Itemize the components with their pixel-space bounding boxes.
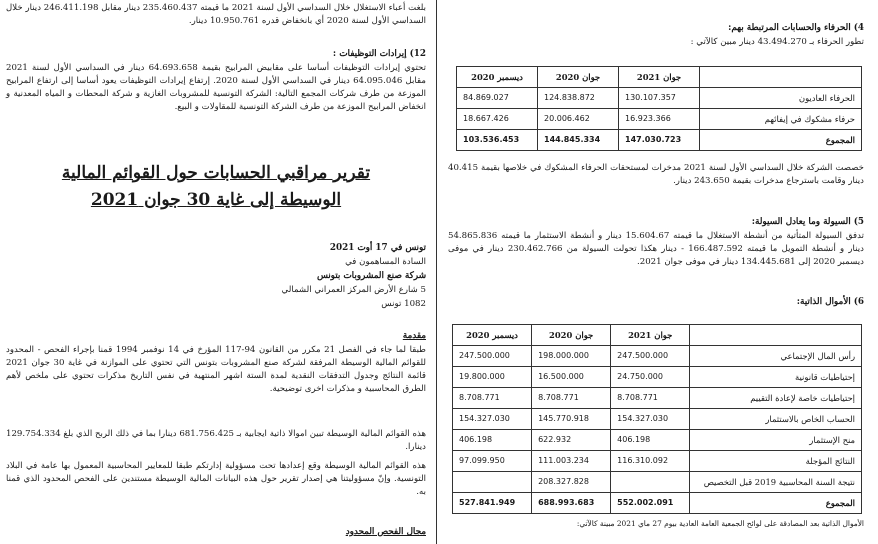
cell-value: 144.845.334 bbox=[538, 130, 619, 151]
report-title bbox=[46, 160, 386, 214]
report-title-line-2: الوسيطة إلى غاية 30 جوان 2021 bbox=[90, 190, 342, 211]
table-row bbox=[453, 388, 862, 409]
row-label: منح الإستثمار bbox=[690, 430, 862, 451]
row-label: إحتياطيات قانونية bbox=[690, 367, 862, 388]
table-row bbox=[453, 409, 862, 430]
cell-value: 116.310.092 bbox=[611, 451, 690, 472]
introduction-heading: مقدمة bbox=[402, 331, 426, 341]
row-label: الحرفاء العاديون bbox=[700, 88, 862, 109]
report-date: تونس في 17 أوت 2021 bbox=[329, 243, 426, 253]
cell-value: 20.006.462 bbox=[538, 109, 619, 130]
section-6-heading: 6) الأموال الذاتية: bbox=[796, 297, 864, 307]
cell-value: 622.932 bbox=[532, 430, 611, 451]
table-row bbox=[453, 367, 862, 388]
equity-table bbox=[452, 324, 862, 514]
row-label: المجموع bbox=[700, 130, 862, 151]
receivables-table bbox=[456, 66, 862, 151]
section-12-heading: 12) إيرادات التوظيفات : bbox=[332, 49, 426, 59]
section-5-text: تدفق السيولة المتأتية من أنشطة الاستغلال ما قيمته 15.604.67 دينار و أنشطة الاستثمار ما قيمته 54.865.836 دينار و أنشطة التمويل ما قيمته 166.487.592 - دينار هكذا تحولت السيولة من 230.462.766 دينار في موفى ديسمبر 2020 إلى 134.445.681 دينار في موفى جوان 2021. bbox=[448, 231, 864, 267]
cell-value: 154.327.030 bbox=[453, 409, 532, 430]
cell-value: 688.993.683 bbox=[532, 493, 611, 514]
cell-value: 103.536.453 bbox=[457, 130, 538, 151]
table-row bbox=[453, 451, 862, 472]
table-header-cell bbox=[700, 67, 862, 88]
table-header-cell: ديسمبر 2020 bbox=[453, 325, 532, 346]
cell-value: 8.708.771 bbox=[532, 388, 611, 409]
table-header-cell bbox=[690, 325, 862, 346]
postal-code: 1082 تونس bbox=[381, 299, 426, 309]
table-header-cell: جوان 2020 bbox=[538, 67, 619, 88]
row-label: حرفاء مشكوك في إيفائهم bbox=[700, 109, 862, 130]
company-address: 5 شارع الأرض المركز العمراني الشمالي bbox=[281, 285, 426, 295]
cell-value: 247.500.000 bbox=[611, 346, 690, 367]
equity-summary-paragraph: هذه القوائم المالية الوسيطة تبين اموالا ذاتية ايجابية بـ 681.756.425 دينارا بما في ذلك الربح الذي بلغ 129.754.334 دينارا. bbox=[6, 429, 426, 452]
row-label: رأس المال الإجتماعي bbox=[690, 346, 862, 367]
cell-value: 19.800.000 bbox=[453, 367, 532, 388]
table-total-row bbox=[457, 130, 862, 151]
section-5-heading: 5) السيولة وما يعادل السيولة: bbox=[751, 217, 864, 227]
cell-value: 198.000.000 bbox=[532, 346, 611, 367]
cell-value: 208.327.828 bbox=[532, 472, 611, 493]
row-label: الحساب الخاص بالاستثمار bbox=[690, 409, 862, 430]
section-4-text: تطور الحرفاء بـ 43.494.270 دينار مبين كالآتي : bbox=[690, 37, 864, 47]
scope-heading: مجال الفحص المحدود bbox=[345, 527, 426, 537]
cell-value: 111.003.234 bbox=[532, 451, 611, 472]
table-row bbox=[453, 430, 862, 451]
cell-value: 8.708.771 bbox=[611, 388, 690, 409]
company-name: شركة صنع المشروبات بتونس bbox=[316, 271, 426, 281]
provisions-paragraph: خصصت الشركة خلال السداسي الأول لسنة 2021 مدخرات لمستحقات الحرفاء المشكوك في خلاصها بقيمة 40.415 دينار وقامت باسترجاع مدخرات بقيمة 243.650 دينار. bbox=[448, 163, 864, 186]
cell-value: 16.923.366 bbox=[619, 109, 700, 130]
cell-value bbox=[453, 472, 532, 493]
row-label: النتائج المؤجلة bbox=[690, 451, 862, 472]
addressee-line-1: السادة المساهمون في bbox=[345, 257, 426, 267]
table-row bbox=[453, 346, 862, 367]
cell-value: 8.708.771 bbox=[453, 388, 532, 409]
table-row bbox=[457, 88, 862, 109]
cell-value: 145.770.918 bbox=[532, 409, 611, 430]
cell-value: 16.500.000 bbox=[532, 367, 611, 388]
cell-value: 406.198 bbox=[453, 430, 532, 451]
row-label: إحتياطيات خاصة لإعادة التقييم bbox=[690, 388, 862, 409]
cell-value bbox=[611, 472, 690, 493]
table-header-cell: جوان 2021 bbox=[619, 67, 700, 88]
cell-value: 154.327.030 bbox=[611, 409, 690, 430]
table-total-row bbox=[453, 493, 862, 514]
table-row bbox=[457, 109, 862, 130]
section-12-text: تحتوي إيرادات التوظيفات أساسا على مقابيض المرابيح بقيمة 64.693.658 دينار في السداسي الأول لسنة 2021 مقابل 64.095.046 دينار في السداسي الأول لسنة 2020. إرتفاع إيرادات التوظيفات يعود أساسا إلى ارتفاع المرابيح الموزعة من طرف شركات المجمع التالية: الشركة التونسية للمشروبات الغازية و شركة المحطات و المياه المعدنية و انخفاض المرابيح الموزعة من طرف الشركة التونسية للمقاولات و البيع. bbox=[6, 63, 426, 112]
cell-value: 130.107.357 bbox=[619, 88, 700, 109]
table-header-cell: جوان 2021 bbox=[611, 325, 690, 346]
table-header-row bbox=[457, 67, 862, 88]
cell-value: 527.841.949 bbox=[453, 493, 532, 514]
cell-value: 147.030.723 bbox=[619, 130, 700, 151]
responsibility-paragraph: هذه القوائم المالية الوسيطة وقع إعدادها تحت مسؤولية إدارتكم طبقا للمعايير المحاسبية المعمول بها عامة في البلاد التونسية. وإنّ مسؤوليتنا هي إصدار تقرير حول هذه البيانات المالية الوسيطة مستندين على الفحص المحدود الذي قمنا به. bbox=[6, 461, 426, 497]
table-header-cell: ديسمبر 2020 bbox=[457, 67, 538, 88]
cell-value: 124.838.872 bbox=[538, 88, 619, 109]
cell-value: 97.099.950 bbox=[453, 451, 532, 472]
table-header-row bbox=[453, 325, 862, 346]
equity-footnote: الأموال الذاتية بعد المصادقة على لوائح الجمعية العامة العادية بيوم 27 ماي 2021 مبينة كالآتي: bbox=[576, 519, 864, 528]
row-label: نتيجة السنة المحاسبية 2019 قبل التخصيص bbox=[690, 472, 862, 493]
table-row bbox=[453, 472, 862, 493]
introduction-text: طبقا لما جاء في الفصل 21 مكرر من القانون 94-117 المؤرخ في 14 نوفمبر 1994 قمنا بإجراء الفحص - المحدود للقوائم المالية الوسيطة المرفقة لشركة صنع المشروبات بتونس التي تحتوي على الموازنة في غاية 30 جوان 2021 قائمة النتائج وجدول التدفقات النقدية لمدة الستة اشهر المنتهية في نفس التاريخ مذكرات تحتوي على ملخص لأهم الطرق المحاسبية و مذكرات اخرى توضيحية. bbox=[6, 345, 427, 394]
cell-value: 552.002.091 bbox=[611, 493, 690, 514]
cell-value: 406.198 bbox=[611, 430, 690, 451]
column-divider bbox=[436, 0, 437, 544]
operating-expenses-paragraph: بلغت أعباء الاستغلال خلال السداسي الأول لسنة 2021 ما قيمته 235.460.437 دينار مقابل 246.411.198 دينار خلال السداسي الأول لسنة 2020 أي بانخفاض قدره 10.950.761 دينار. bbox=[6, 3, 426, 26]
section-4-heading: 4) الحرفاء والحسابات المرتبطة بهم: bbox=[728, 23, 864, 33]
row-label: المجموع bbox=[690, 493, 862, 514]
cell-value: 18.667.426 bbox=[457, 109, 538, 130]
cell-value: 84.869.027 bbox=[457, 88, 538, 109]
table-header-cell: جوان 2020 bbox=[532, 325, 611, 346]
cell-value: 24.750.000 bbox=[611, 367, 690, 388]
cell-value: 247.500.000 bbox=[453, 346, 532, 367]
report-title-line-1: تقرير مراقبي الحسابات حول القوائم المالية bbox=[61, 163, 371, 183]
